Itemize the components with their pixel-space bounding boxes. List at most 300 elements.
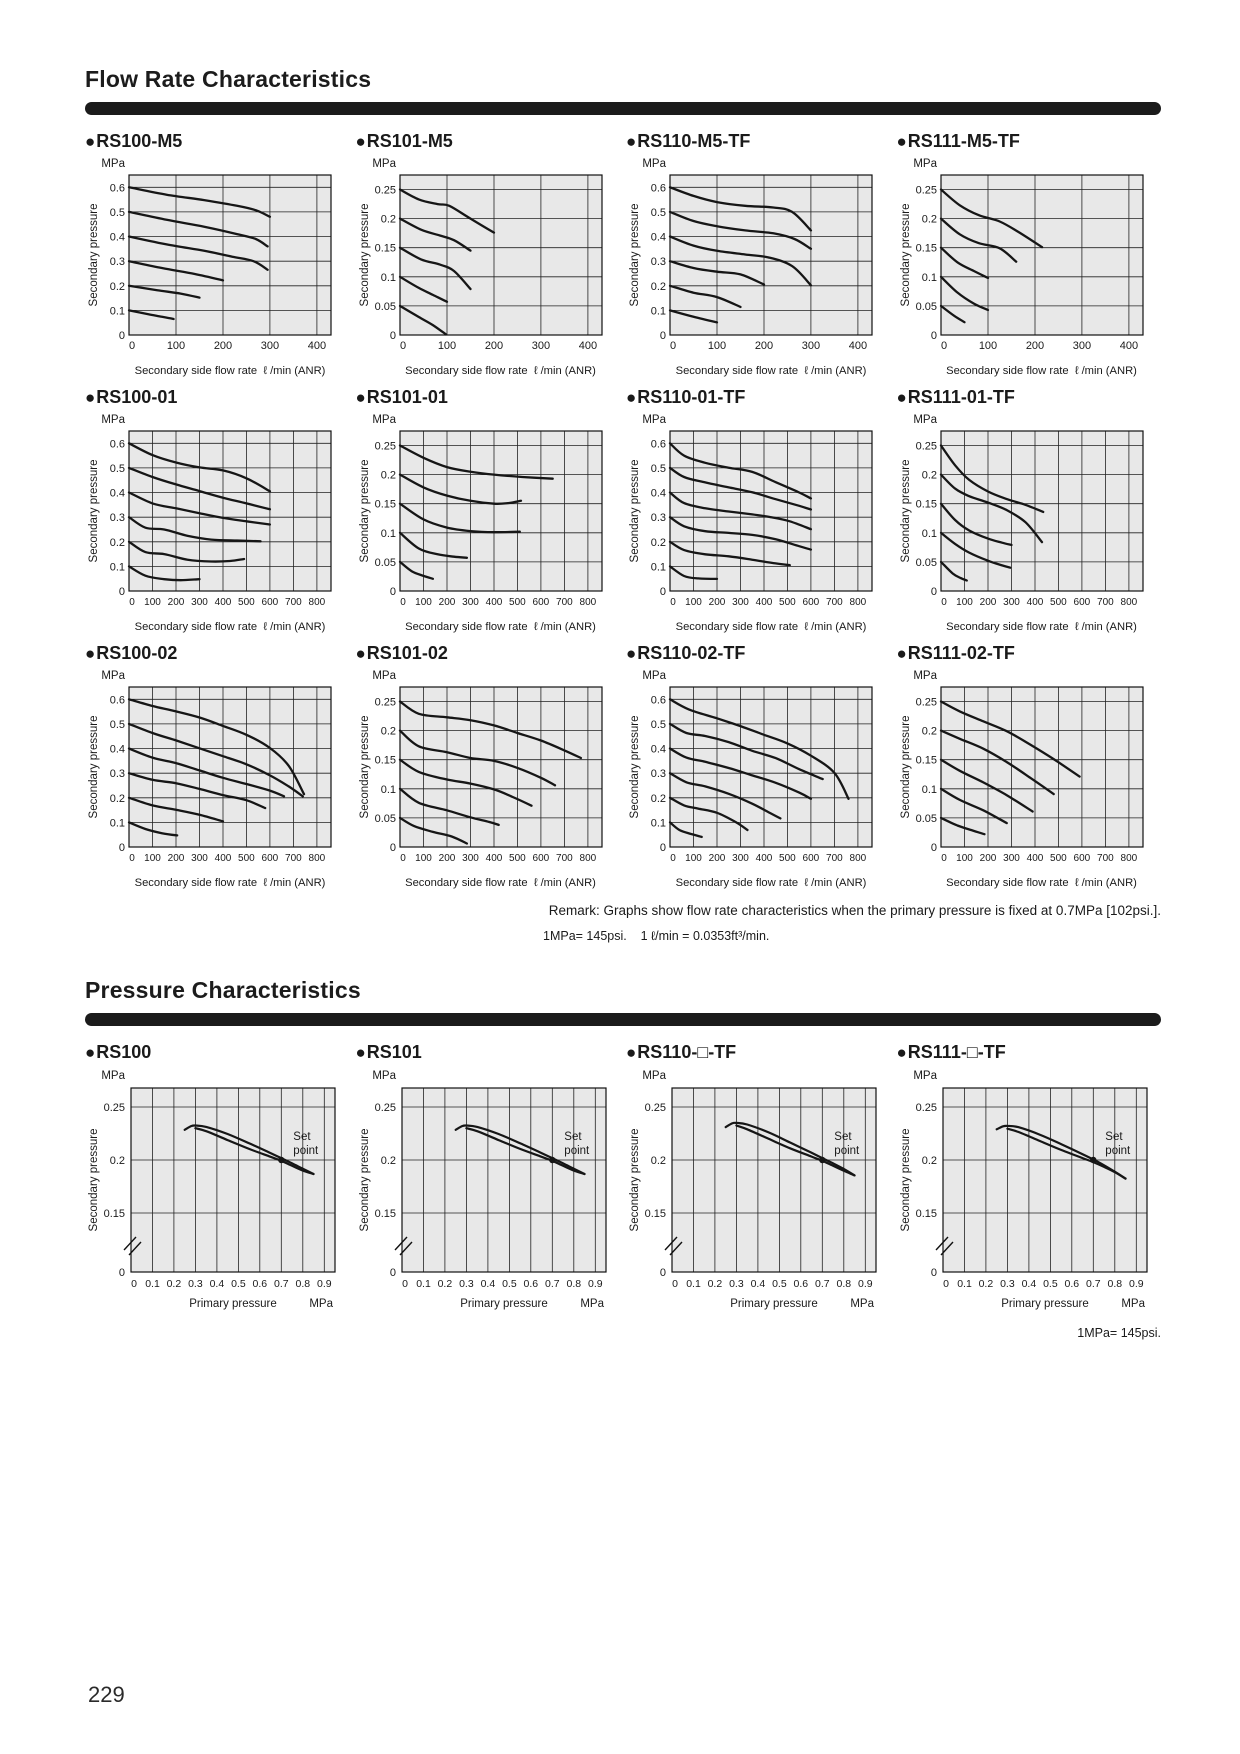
- svg-text:0.15: 0.15: [103, 1208, 125, 1220]
- chart-plot: [85, 409, 337, 621]
- svg-text:0: 0: [942, 1278, 949, 1290]
- svg-text:0.05: 0.05: [374, 300, 396, 313]
- svg-text:700: 700: [826, 597, 843, 608]
- svg-text:0.5: 0.5: [109, 462, 125, 475]
- svg-text:600: 600: [261, 853, 279, 864]
- svg-text:100: 100: [414, 597, 432, 608]
- svg-text:0.1: 0.1: [686, 1278, 701, 1290]
- svg-text:200: 200: [438, 597, 455, 608]
- svg-text:Secondary pressure: Secondary pressure: [629, 715, 641, 819]
- pressure-charts-grid: [85, 1042, 1161, 1314]
- x-axis-caption: [897, 621, 1149, 633]
- svg-text:0.6: 0.6: [650, 694, 666, 707]
- svg-text:0.3: 0.3: [188, 1278, 203, 1290]
- svg-text:0.15: 0.15: [915, 754, 937, 767]
- svg-text:0: 0: [118, 842, 125, 854]
- svg-text:MPa: MPa: [642, 414, 666, 426]
- chart-model-name: RS110-02-TF: [637, 643, 746, 663]
- chart-RS110-01-TF: [626, 387, 884, 633]
- svg-text:0.5: 0.5: [1042, 1278, 1058, 1290]
- svg-text:0.1: 0.1: [956, 1278, 972, 1290]
- chart-title: [626, 1042, 884, 1063]
- svg-text:point: point: [293, 1145, 319, 1157]
- svg-text:0: 0: [129, 597, 135, 608]
- svg-text:800: 800: [1120, 597, 1137, 608]
- x-axis-unit: ℓ /min (ANR): [1074, 365, 1137, 377]
- svg-text:0: 0: [131, 1278, 137, 1290]
- svg-text:MPa: MPa: [371, 1070, 396, 1082]
- svg-text:0: 0: [659, 842, 666, 854]
- svg-text:300: 300: [260, 340, 280, 352]
- svg-text:0.7: 0.7: [1085, 1278, 1101, 1290]
- svg-text:300: 300: [1002, 597, 1020, 608]
- svg-text:0.6: 0.6: [109, 694, 125, 707]
- svg-text:200: 200: [754, 340, 774, 352]
- x-axis-unit: ℓ /min (ANR): [1074, 621, 1137, 633]
- svg-text:0.15: 0.15: [644, 1208, 666, 1220]
- svg-text:200: 200: [1025, 340, 1044, 352]
- pressure-section-title: Pressure Characteristics: [85, 977, 361, 1003]
- bullet-icon: ●: [355, 132, 366, 151]
- svg-text:0.4: 0.4: [750, 1278, 766, 1290]
- svg-text:500: 500: [779, 597, 796, 608]
- svg-text:600: 600: [1073, 597, 1090, 608]
- svg-text:0.15: 0.15: [915, 1208, 937, 1220]
- bullet-icon: ●: [85, 388, 96, 407]
- svg-text:800: 800: [849, 597, 867, 608]
- svg-text:0: 0: [399, 597, 406, 608]
- svg-text:0.2: 0.2: [650, 792, 666, 805]
- svg-text:0.25: 0.25: [374, 1102, 396, 1114]
- svg-text:0: 0: [930, 330, 937, 342]
- chart-title: [626, 131, 884, 152]
- svg-text:0.1: 0.1: [380, 271, 396, 284]
- svg-text:100: 100: [955, 597, 973, 608]
- svg-text:700: 700: [1096, 853, 1114, 864]
- svg-text:MPa: MPa: [371, 414, 396, 426]
- svg-text:Set: Set: [293, 1131, 311, 1143]
- svg-text:100: 100: [707, 340, 727, 352]
- x-axis-caption-text: Secondary side flow rate: [405, 365, 528, 377]
- chart-title: [85, 387, 343, 408]
- chart-RS101-M5: [356, 131, 614, 377]
- x-axis-caption-text: Secondary side flow rate: [405, 877, 528, 889]
- bullet-icon: ●: [626, 132, 637, 151]
- svg-text:600: 600: [532, 597, 549, 608]
- chart-plot: [85, 153, 337, 365]
- svg-text:0: 0: [389, 330, 396, 342]
- svg-text:Secondary pressure: Secondary pressure: [629, 203, 641, 307]
- svg-text:0.3: 0.3: [109, 768, 125, 781]
- svg-text:0.1: 0.1: [145, 1278, 160, 1290]
- svg-text:0: 0: [940, 597, 947, 608]
- chart-plot: [626, 1064, 884, 1314]
- chart-plot: [897, 1064, 1155, 1314]
- svg-text:0.6: 0.6: [109, 182, 125, 195]
- svg-text:0.25: 0.25: [103, 1102, 125, 1114]
- x-axis-caption-text: Secondary side flow rate: [675, 365, 799, 377]
- svg-text:600: 600: [802, 597, 820, 608]
- svg-text:400: 400: [307, 340, 327, 352]
- svg-text:0.5: 0.5: [109, 206, 125, 219]
- flow-section-divider-bar: [85, 102, 1161, 115]
- pressure-section-divider-bar: [85, 1013, 1161, 1026]
- svg-text:300: 300: [1002, 853, 1020, 864]
- svg-text:500: 500: [508, 853, 526, 864]
- svg-text:0.5: 0.5: [109, 718, 125, 731]
- svg-text:MPa: MPa: [850, 1298, 874, 1310]
- bullet-icon: ●: [626, 1043, 637, 1062]
- x-axis-caption: [356, 621, 608, 633]
- svg-text:700: 700: [555, 597, 573, 608]
- chart-plot: [85, 1064, 343, 1314]
- svg-text:0.05: 0.05: [915, 556, 937, 569]
- chart-model-name: RS101-01: [366, 387, 448, 407]
- chart-plot: [897, 409, 1149, 621]
- x-axis-unit: ℓ /min (ANR): [804, 365, 867, 377]
- svg-text:0.1: 0.1: [109, 561, 125, 574]
- svg-text:800: 800: [308, 853, 326, 864]
- chart-RS100: [85, 1042, 343, 1314]
- svg-text:0.8: 0.8: [565, 1278, 581, 1290]
- svg-text:0.25: 0.25: [915, 696, 937, 709]
- svg-text:200: 200: [438, 853, 455, 864]
- chart-title: [356, 1042, 614, 1063]
- x-axis-caption: [626, 877, 878, 889]
- bullet-icon: ●: [896, 1043, 907, 1062]
- svg-text:0.6: 0.6: [522, 1278, 538, 1290]
- svg-text:MPa: MPa: [1120, 1298, 1145, 1310]
- svg-text:0.2: 0.2: [380, 469, 396, 482]
- svg-text:MPa: MPa: [642, 670, 666, 682]
- x-axis-caption-text: Secondary side flow rate: [405, 621, 528, 633]
- svg-text:Primary pressure: Primary pressure: [730, 1298, 818, 1310]
- bullet-icon: ●: [355, 1043, 366, 1062]
- svg-text:0.2: 0.2: [109, 280, 125, 293]
- svg-text:0.15: 0.15: [374, 242, 396, 255]
- svg-text:0.6: 0.6: [650, 182, 666, 195]
- svg-text:Set: Set: [563, 1131, 582, 1143]
- svg-text:0.2: 0.2: [109, 536, 125, 549]
- svg-text:MPa: MPa: [101, 1070, 125, 1082]
- svg-text:200: 200: [484, 340, 503, 352]
- svg-text:400: 400: [848, 340, 868, 352]
- svg-text:0.2: 0.2: [166, 1278, 182, 1290]
- svg-text:0.6: 0.6: [1063, 1278, 1079, 1290]
- svg-text:100: 100: [437, 340, 456, 352]
- chart-plot: [626, 409, 878, 621]
- svg-text:MPa: MPa: [371, 670, 396, 682]
- svg-text:500: 500: [238, 597, 255, 608]
- chart-RS110-□-TF: [626, 1042, 884, 1314]
- x-axis-caption: [897, 365, 1149, 377]
- svg-text:0.5: 0.5: [650, 718, 666, 731]
- svg-text:0.05: 0.05: [374, 556, 396, 569]
- svg-text:Secondary pressure: Secondary pressure: [358, 715, 371, 819]
- chart-model-name: RS110-M5-TF: [637, 131, 751, 151]
- bullet-icon: ●: [896, 132, 907, 151]
- chart-model-name: RS101-M5: [366, 131, 453, 151]
- svg-text:0.4: 0.4: [209, 1278, 225, 1290]
- chart-RS111-01-TF: [897, 387, 1155, 633]
- chart-RS111-02-TF: [897, 643, 1155, 889]
- svg-text:0: 0: [940, 340, 947, 352]
- svg-text:300: 300: [732, 853, 749, 864]
- svg-text:Secondary pressure: Secondary pressure: [88, 1128, 100, 1232]
- svg-text:0.1: 0.1: [921, 783, 937, 796]
- svg-text:400: 400: [1026, 853, 1043, 864]
- svg-text:0.2: 0.2: [380, 1155, 396, 1167]
- svg-text:0.4: 0.4: [109, 231, 125, 244]
- svg-text:200: 200: [167, 597, 185, 608]
- svg-text:800: 800: [579, 597, 596, 608]
- bullet-icon: ●: [355, 644, 366, 663]
- chart-plot: [626, 665, 878, 877]
- svg-text:0.15: 0.15: [915, 498, 937, 511]
- svg-text:300: 300: [191, 853, 208, 864]
- svg-text:0.15: 0.15: [374, 1208, 396, 1220]
- set-point-marker: [549, 1157, 555, 1163]
- x-axis-caption: [85, 365, 337, 377]
- svg-text:0: 0: [659, 330, 666, 342]
- svg-text:Secondary pressure: Secondary pressure: [358, 1128, 371, 1232]
- svg-text:100: 100: [166, 340, 186, 352]
- svg-text:200: 200: [213, 340, 233, 352]
- svg-text:0.25: 0.25: [915, 1102, 937, 1114]
- chart-title: [897, 1042, 1155, 1063]
- svg-text:800: 800: [579, 853, 596, 864]
- x-axis-caption: [356, 877, 608, 889]
- svg-text:0: 0: [389, 842, 396, 854]
- x-axis-unit: ℓ /min (ANR): [263, 877, 326, 889]
- x-axis-unit: ℓ /min (ANR): [804, 877, 867, 889]
- svg-text:0.3: 0.3: [650, 512, 666, 525]
- x-axis-caption-text: Secondary side flow rate: [134, 621, 258, 633]
- svg-text:0.25: 0.25: [374, 184, 396, 197]
- svg-text:0.1: 0.1: [380, 783, 396, 796]
- svg-text:MPa: MPa: [912, 670, 937, 682]
- svg-text:0.1: 0.1: [380, 527, 396, 540]
- chart-RS111-M5-TF: [897, 131, 1155, 377]
- bullet-icon: ●: [626, 644, 637, 663]
- chart-plot: [356, 153, 608, 365]
- svg-text:0: 0: [670, 853, 676, 864]
- x-axis-unit: ℓ /min (ANR): [1074, 877, 1137, 889]
- svg-text:0: 0: [389, 1267, 396, 1279]
- svg-text:0.25: 0.25: [644, 1102, 666, 1114]
- chart-RS110-02-TF: [626, 643, 884, 889]
- svg-text:0: 0: [401, 1278, 408, 1290]
- svg-text:500: 500: [1049, 597, 1067, 608]
- x-axis-unit: ℓ /min (ANR): [263, 365, 326, 377]
- x-axis-caption: [356, 365, 608, 377]
- svg-text:700: 700: [285, 853, 302, 864]
- svg-text:0.9: 0.9: [316, 1278, 332, 1290]
- chart-plot: [356, 1064, 614, 1314]
- svg-text:0.1: 0.1: [650, 561, 666, 574]
- chart-plot: [626, 153, 878, 365]
- svg-text:0.7: 0.7: [544, 1278, 560, 1290]
- chart-title: [85, 1042, 343, 1063]
- svg-text:0.2: 0.2: [380, 725, 396, 738]
- svg-text:0.8: 0.8: [836, 1278, 852, 1290]
- set-point-marker: [278, 1157, 284, 1163]
- svg-text:700: 700: [826, 853, 843, 864]
- svg-text:600: 600: [802, 853, 820, 864]
- set-point-marker: [1090, 1157, 1096, 1163]
- bullet-icon: ●: [355, 388, 366, 407]
- svg-text:400: 400: [485, 597, 502, 608]
- bullet-icon: ●: [85, 1043, 96, 1062]
- svg-text:300: 300: [732, 597, 749, 608]
- set-point-marker: [819, 1157, 825, 1163]
- svg-text:0: 0: [930, 1267, 937, 1279]
- svg-text:500: 500: [238, 853, 255, 864]
- chart-model-name: RS100-02: [96, 643, 178, 663]
- svg-text:0.25: 0.25: [374, 696, 396, 709]
- svg-text:300: 300: [531, 340, 550, 352]
- chart-RS110-M5-TF: [626, 131, 884, 377]
- svg-text:0.05: 0.05: [915, 300, 937, 313]
- svg-text:point: point: [563, 1145, 589, 1157]
- svg-text:800: 800: [849, 853, 867, 864]
- chart-RS100-M5: [85, 131, 343, 377]
- svg-text:0.5: 0.5: [772, 1278, 787, 1290]
- chart-plot: [897, 665, 1149, 877]
- svg-text:100: 100: [978, 340, 997, 352]
- x-axis-caption-text: Secondary side flow rate: [675, 877, 799, 889]
- svg-text:Secondary pressure: Secondary pressure: [629, 459, 641, 563]
- svg-text:0.4: 0.4: [650, 231, 666, 244]
- svg-text:0.3: 0.3: [999, 1278, 1015, 1290]
- svg-text:200: 200: [979, 853, 996, 864]
- svg-text:0.15: 0.15: [374, 754, 396, 767]
- svg-text:Set: Set: [834, 1131, 852, 1143]
- svg-text:0.2: 0.2: [650, 280, 666, 293]
- svg-text:0.2: 0.2: [109, 792, 125, 805]
- svg-text:0.7: 0.7: [273, 1278, 289, 1290]
- svg-text:Secondary pressure: Secondary pressure: [899, 715, 912, 819]
- svg-text:Secondary pressure: Secondary pressure: [358, 203, 371, 307]
- svg-text:700: 700: [1096, 597, 1114, 608]
- chart-model-name: RS110-□-TF: [637, 1042, 737, 1062]
- x-axis-caption-text: Secondary side flow rate: [134, 365, 258, 377]
- svg-text:200: 200: [708, 597, 726, 608]
- svg-text:0.7: 0.7: [814, 1278, 830, 1290]
- svg-text:600: 600: [1073, 853, 1090, 864]
- svg-text:200: 200: [979, 597, 996, 608]
- svg-text:MPa: MPa: [371, 158, 396, 170]
- svg-text:MPa: MPa: [579, 1298, 604, 1310]
- svg-text:0.1: 0.1: [109, 305, 125, 318]
- svg-text:MPa: MPa: [309, 1298, 333, 1310]
- svg-text:0: 0: [659, 1267, 666, 1279]
- svg-text:0: 0: [930, 842, 937, 854]
- chart-title: [897, 131, 1155, 152]
- svg-text:0.9: 0.9: [857, 1278, 873, 1290]
- svg-text:MPa: MPa: [642, 1070, 666, 1082]
- svg-text:MPa: MPa: [912, 1070, 937, 1082]
- bullet-icon: ●: [896, 644, 907, 663]
- svg-text:0.25: 0.25: [374, 440, 396, 453]
- svg-text:200: 200: [167, 853, 185, 864]
- chart-model-name: RS111-M5-TF: [907, 131, 1020, 151]
- svg-text:0.4: 0.4: [109, 743, 125, 756]
- svg-text:800: 800: [308, 597, 326, 608]
- svg-text:0.05: 0.05: [915, 812, 937, 825]
- svg-text:100: 100: [414, 853, 432, 864]
- svg-text:0.05: 0.05: [374, 812, 396, 825]
- svg-text:700: 700: [285, 597, 302, 608]
- svg-text:800: 800: [1120, 853, 1137, 864]
- svg-text:Secondary pressure: Secondary pressure: [88, 459, 100, 563]
- svg-text:Secondary pressure: Secondary pressure: [88, 715, 100, 819]
- flow-conversion-note: 1MPa= 145psi. 1 ℓ/min = 0.0353ft³/min.: [543, 929, 770, 943]
- svg-text:Secondary pressure: Secondary pressure: [899, 459, 912, 563]
- svg-text:400: 400: [1119, 340, 1138, 352]
- chart-title: [85, 643, 343, 664]
- svg-text:0: 0: [670, 597, 676, 608]
- chart-RS100-02: [85, 643, 343, 889]
- svg-text:0.5: 0.5: [501, 1278, 517, 1290]
- chart-title: [356, 643, 614, 664]
- svg-text:0.2: 0.2: [650, 1155, 666, 1167]
- svg-text:Secondary pressure: Secondary pressure: [629, 1128, 641, 1232]
- svg-text:0.4: 0.4: [650, 743, 666, 756]
- flow-charts-grid: [85, 131, 1161, 889]
- chart-model-name: RS111-□-TF: [907, 1042, 1006, 1062]
- svg-text:0: 0: [129, 853, 135, 864]
- chart-plot: [897, 153, 1149, 365]
- svg-text:0.1: 0.1: [415, 1278, 431, 1290]
- chart-RS100-01: [85, 387, 343, 633]
- chart-RS111-□-TF: [897, 1042, 1155, 1314]
- svg-text:100: 100: [685, 597, 702, 608]
- chart-model-name: RS111-02-TF: [907, 643, 1015, 663]
- page-number: 229: [88, 1682, 125, 1707]
- svg-text:400: 400: [755, 597, 773, 608]
- svg-text:Primary pressure: Primary pressure: [189, 1298, 277, 1310]
- svg-text:0.2: 0.2: [978, 1278, 993, 1290]
- svg-text:0.15: 0.15: [374, 498, 396, 511]
- chart-plot: [356, 665, 608, 877]
- svg-text:Primary pressure: Primary pressure: [459, 1298, 548, 1310]
- svg-text:100: 100: [685, 853, 702, 864]
- chart-title: [897, 387, 1155, 408]
- chart-model-name: RS101: [366, 1042, 422, 1062]
- svg-text:0: 0: [669, 340, 677, 352]
- svg-text:Primary pressure: Primary pressure: [1000, 1298, 1089, 1310]
- svg-text:300: 300: [801, 340, 821, 352]
- chart-title: [897, 643, 1155, 664]
- svg-text:0.8: 0.8: [295, 1278, 311, 1290]
- chart-plot: [85, 665, 337, 877]
- svg-text:0.2: 0.2: [109, 1155, 125, 1167]
- svg-text:100: 100: [144, 853, 161, 864]
- x-axis-unit: ℓ /min (ANR): [533, 365, 596, 377]
- bullet-icon: ●: [626, 388, 637, 407]
- svg-text:0.3: 0.3: [650, 768, 666, 781]
- svg-text:0.4: 0.4: [480, 1278, 495, 1290]
- svg-text:0.5: 0.5: [231, 1278, 246, 1290]
- chart-title: [356, 387, 614, 408]
- svg-text:0.4: 0.4: [650, 487, 666, 500]
- svg-text:Secondary pressure: Secondary pressure: [88, 203, 100, 307]
- svg-text:400: 400: [755, 853, 773, 864]
- x-axis-caption: [626, 365, 878, 377]
- svg-text:0.9: 0.9: [587, 1278, 603, 1290]
- svg-text:500: 500: [1049, 853, 1067, 864]
